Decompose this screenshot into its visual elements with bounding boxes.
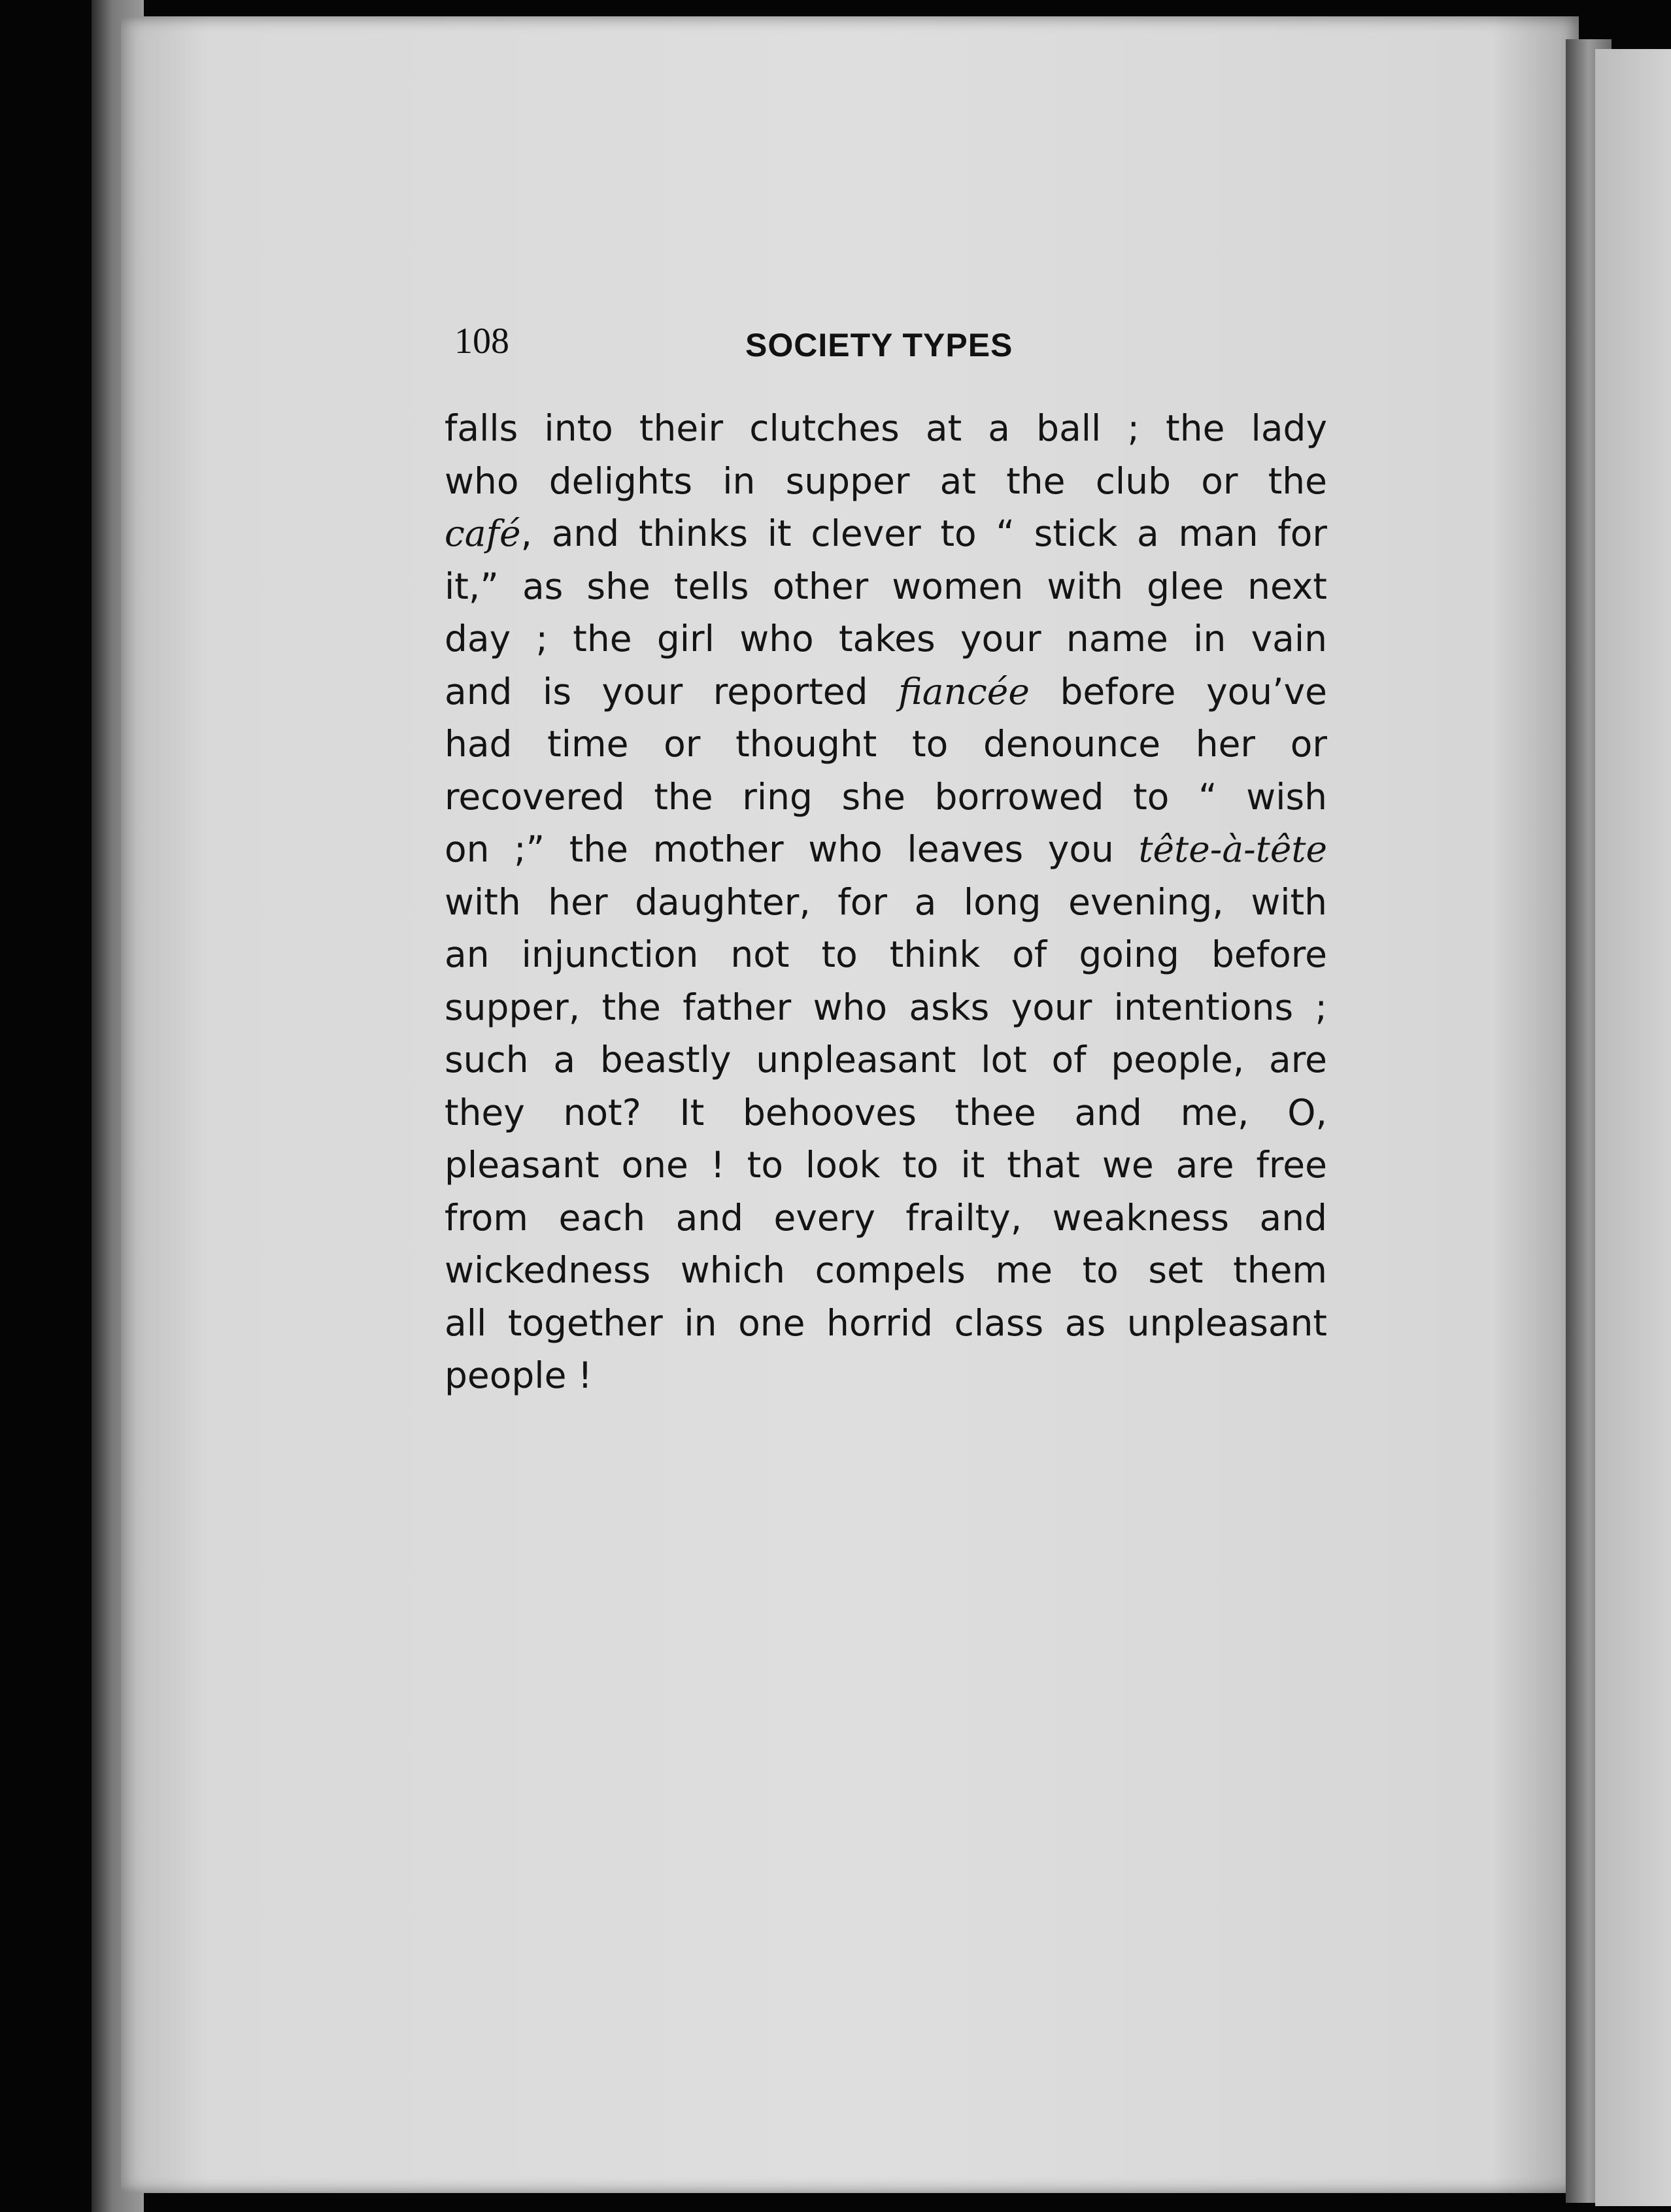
page-header [454,317,1069,376]
text-line: all together in one horrid class as unpleasant [445,1301,1327,1344]
body-paragraph [445,402,1327,1402]
text-fragment: , and thinks it clever to “ stick a man for [520,512,1327,554]
text-line: who delights in supper at the club or the [445,460,1327,502]
text-fragment: on ;” the mother who leaves you [445,828,1114,870]
text-line: it,” as she tells other women with glee next [445,565,1327,607]
page-number: 108 [454,321,509,361]
italic-word: fiancée [898,670,1030,712]
italic-word: tête-à-tête [1138,828,1327,870]
text-line: day ; the girl who takes your name in vain [445,618,1327,660]
text-line [445,665,1327,718]
text-line [445,507,1327,560]
text-line: recovered the ring she borrowed to “ wish [445,775,1327,818]
text-line: had time or thought to denounce her or [445,723,1327,765]
text-line: they not? It behooves thee and me, O, [445,1091,1327,1133]
text-line: falls into their clutches at a ball ; the lady [445,407,1327,449]
text-line: wickedness which compels me to set them [445,1249,1327,1291]
text-line: pleasant one ! to look to it that we are free [445,1144,1327,1186]
text-fragment: and is your reported [445,670,868,712]
text-line: supper, the father who asks your intentions ; [445,986,1327,1028]
running-title: SOCIETY TYPES [745,327,1013,363]
facing-page-edge [1595,49,1671,2206]
text-line: an injunction not to think of going before [445,933,1327,975]
text-line: such a beastly unpleasant lot of people, are [445,1039,1327,1081]
text-line: with her daughter, for a long evening, with [445,880,1327,923]
italic-word: café [445,512,521,554]
text-line [445,823,1327,876]
text-fragment: before you’ve [1060,670,1327,712]
text-line: from each and every frailty, weakness and [445,1196,1327,1239]
text-line: people ! [445,1354,592,1396]
